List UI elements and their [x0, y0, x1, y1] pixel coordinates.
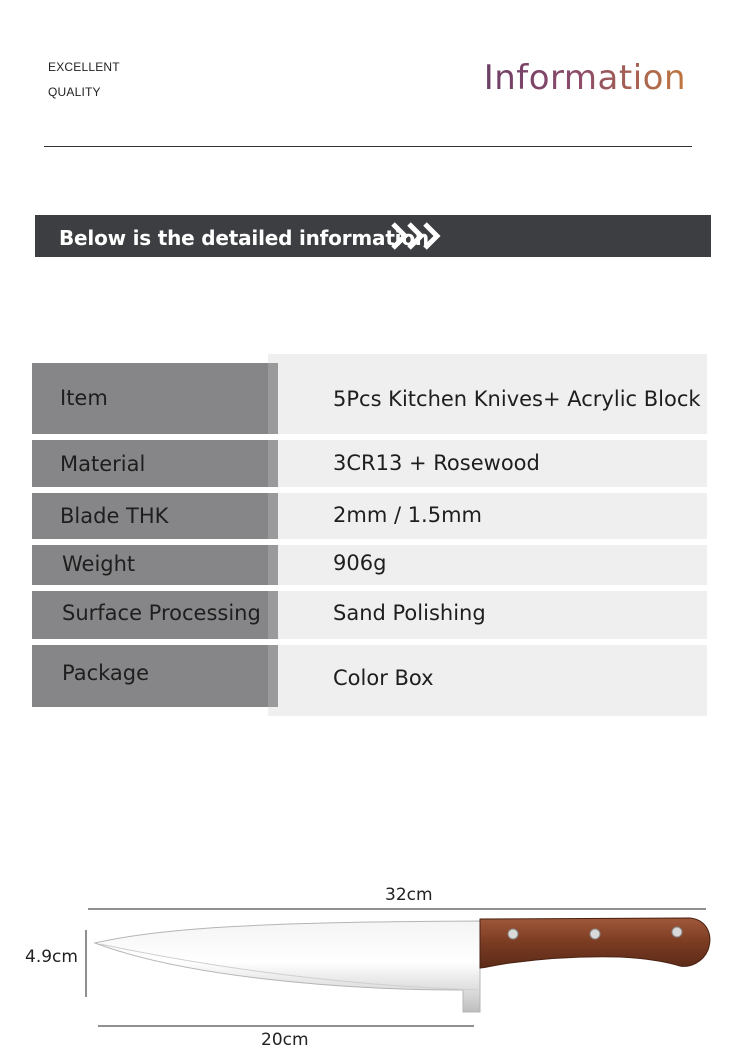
page-title: Information: [483, 58, 686, 98]
header-divider: [44, 146, 692, 147]
spec-value: 906g: [333, 551, 387, 575]
knife-illustration: [0, 880, 750, 1030]
quality-line-1: EXCELLENT: [48, 60, 120, 74]
spec-value-cell: [268, 440, 707, 487]
spec-value: Sand Polishing: [333, 601, 486, 625]
spec-label: Package: [62, 661, 150, 685]
knife-blade: [95, 921, 480, 1012]
spec-label: Weight: [62, 552, 136, 576]
spec-label: Item: [60, 386, 108, 410]
spec-value: Color Box: [333, 666, 434, 690]
spec-value-cell: [268, 545, 707, 585]
spec-value: 3CR13 + Rosewood: [333, 451, 540, 475]
handle-rivet: [672, 927, 682, 937]
spec-label-cell: [32, 440, 278, 487]
spec-row-weight: [0, 545, 750, 585]
blade-height-label: 4.9cm: [25, 947, 78, 967]
detail-banner: [35, 215, 711, 257]
banner-text: Below is the detailed information: [59, 226, 429, 250]
spec-row-package: [0, 645, 750, 716]
quality-line-2: QUALITY: [48, 85, 101, 99]
spec-value-cell: [268, 354, 707, 434]
spec-label-cell: [32, 363, 278, 434]
spec-row-material: [0, 440, 750, 487]
triple-chevron-right-icon: [389, 220, 449, 252]
handle-rivet: [508, 929, 518, 939]
spec-value: 5Pcs Kitchen Knives+ Acrylic Block: [333, 387, 701, 411]
spec-label-cell: [32, 545, 278, 585]
handle-rivet: [590, 929, 600, 939]
spec-value-cell: [268, 493, 707, 539]
spec-row-item: [0, 354, 750, 434]
spec-label-cell: [32, 493, 278, 539]
spec-row-surface-processing: [0, 591, 750, 639]
excellent-quality-label: [48, 55, 120, 105]
spec-row-blade-thk: [0, 493, 750, 539]
knife-handle: [480, 918, 710, 968]
spec-value-cell: [268, 591, 707, 639]
spec-label: Surface Processing: [62, 601, 261, 625]
total-length-label: 32cm: [385, 885, 433, 905]
spec-label-cell: [32, 591, 278, 639]
spec-value-cell: [268, 645, 707, 716]
blade-length-label: 20cm: [261, 1030, 309, 1050]
spec-label: Blade THK: [60, 504, 169, 528]
spec-label-cell: [32, 645, 278, 707]
spec-value: 2mm / 1.5mm: [333, 503, 483, 527]
spec-label: Material: [60, 452, 146, 476]
